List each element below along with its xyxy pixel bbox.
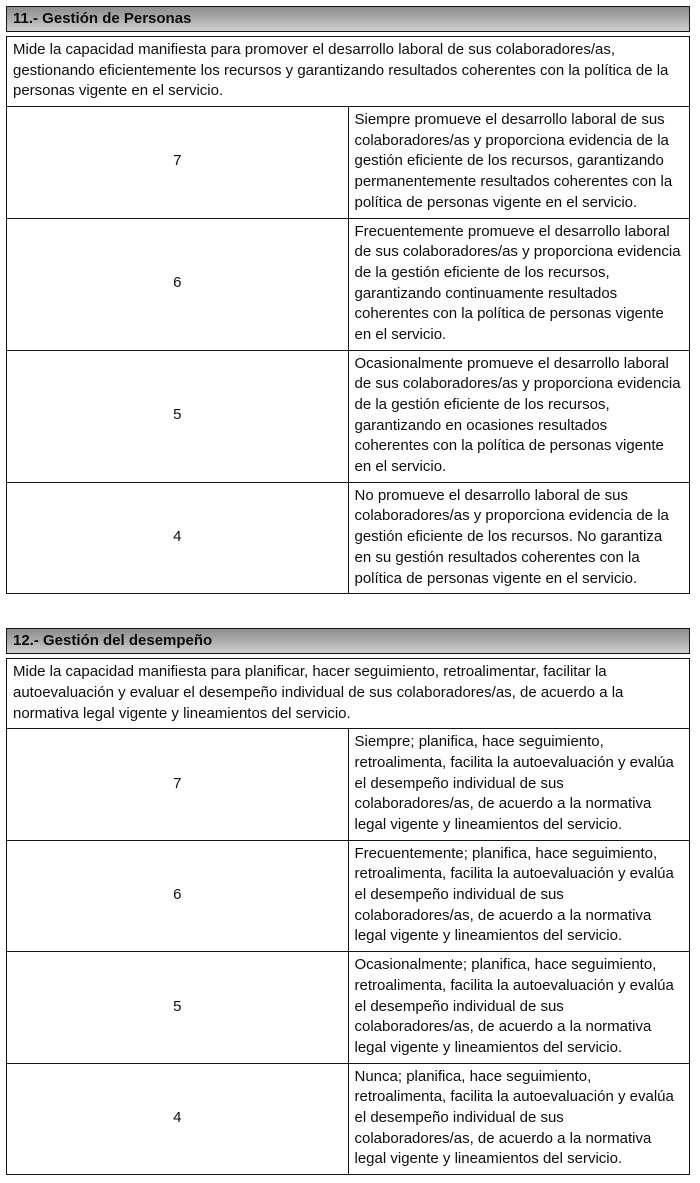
score-cell: 5	[7, 350, 349, 482]
table-row	[7, 482, 690, 593]
score-cell: 4	[7, 1063, 349, 1174]
score-cell: 6	[7, 218, 349, 350]
rating-table	[6, 658, 690, 1175]
table-title: 12.- Gestión del desempeño	[6, 628, 690, 654]
table-row	[7, 107, 690, 218]
criteria-cell: No promueve el desarrollo laboral de sus colaboradores/as y proporciona evidencia de la gestión eficiente de los recursos. No garantiza en su gestión resultados coherentes con la política de personas vigente en el servicio.	[348, 482, 690, 593]
table-row	[7, 840, 690, 951]
criteria-cell: Siempre; planifica, hace seguimiento, retroalimenta, facilita la autoevaluación y evalúa el desempeño individual de sus colaboradores/as, de acuerdo a la normativa legal vigente y lineamientos del servicio.	[348, 729, 690, 840]
table-row	[7, 729, 690, 840]
section-gap	[6, 594, 690, 628]
criteria-cell: Frecuentemente promueve el desarrollo laboral de sus colaboradores/as y proporciona evidencia de la gestión eficiente de los recursos, garantizando continuamente resultados coherentes con la política de personas vigente en el servicio.	[348, 218, 690, 350]
table-row	[7, 37, 690, 107]
table-row	[7, 952, 690, 1063]
table-row	[7, 350, 690, 482]
criteria-cell: Nunca; planifica, hace seguimiento, retroalimenta, facilita la autoevaluación y evalúa el desempeño individual de sus colaboradores/as, de acuerdo a la normativa legal vigente y lineamientos del servicio.	[348, 1063, 690, 1174]
rating-table	[6, 36, 690, 594]
criteria-cell: Siempre promueve el desarrollo laboral de sus colaboradores/as y proporciona evidencia de la gestión eficiente de los recursos, garantizando permanentemente resultados coherentes con la política de personas vigente en el servicio.	[348, 107, 690, 218]
competency-table-12	[6, 628, 690, 1175]
score-cell: 7	[7, 107, 349, 218]
competency-description: Mide la capacidad manifiesta para planificar, hacer seguimiento, retroalimentar, facilitar la autoevaluación y evaluar el desempeño individual de sus colaboradores/as, de acuerdo a la normativa legal vigente y lineamientos del servicio.	[7, 659, 690, 729]
competency-table-11	[6, 6, 690, 594]
criteria-cell: Ocasionalmente; planifica, hace seguimiento, retroalimenta, facilita la autoevaluación y evalúa el desempeño individual de sus colaboradores/as, de acuerdo a la normativa legal vigente y lineamientos del servicio.	[348, 952, 690, 1063]
table-row	[7, 659, 690, 729]
table-title: 11.- Gestión de Personas	[6, 6, 690, 32]
score-cell: 6	[7, 840, 349, 951]
table-row	[7, 218, 690, 350]
score-cell: 7	[7, 729, 349, 840]
criteria-cell: Frecuentemente; planifica, hace seguimiento, retroalimenta, facilita la autoevaluación y evalúa el desempeño individual de sus colaboradores/as, de acuerdo a la normativa legal vigente y lineamientos del servicio.	[348, 840, 690, 951]
score-cell: 5	[7, 952, 349, 1063]
table-row	[7, 1063, 690, 1174]
competency-description: Mide la capacidad manifiesta para promover el desarrollo laboral de sus colaboradores/as, gestionando eficientemente los recursos y garantizando resultados coherentes con la política de la personas vigente en el servicio.	[7, 37, 690, 107]
score-cell: 4	[7, 482, 349, 593]
criteria-cell: Ocasionalmente promueve el desarrollo laboral de sus colaboradores/as y proporciona evidencia de la gestión eficiente de los recursos, garantizando en ocasiones resultados coherentes con la política de personas vigente en el servicio.	[348, 350, 690, 482]
